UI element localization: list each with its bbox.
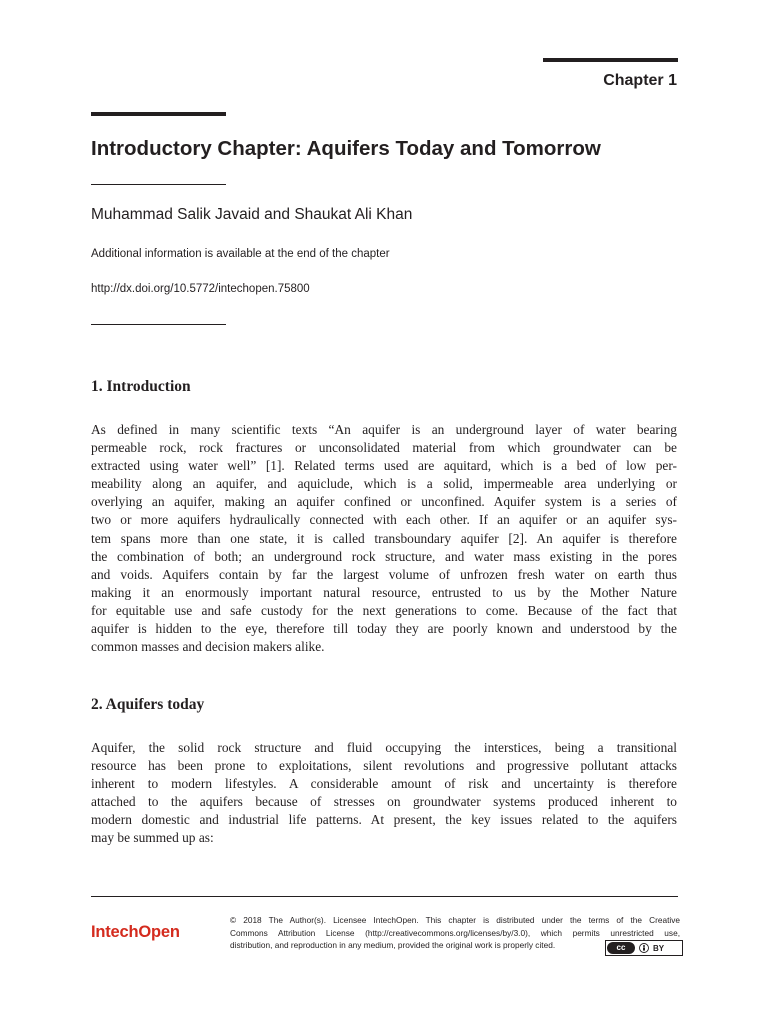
section-body-introduction [91, 421, 677, 656]
text-line: overlying an aquifer, making an aquifer confined or unconfined. Aquifer system is a series of [91, 494, 677, 510]
section-heading-introduction: 1. Introduction [91, 378, 191, 395]
license-line: Commons Attribution License (http://creativecommons.org/licenses/by/3.0), which permits unrestricted use, [230, 927, 680, 938]
title-rule [91, 112, 226, 116]
license-line: © 2018 The Author(s). Licensee IntechOpen. This chapter is distributed under the terms of the Creative [230, 915, 680, 925]
text-line: inherent to modern lifestyles. A considerable amount of risk and uncertainty is therefore [91, 776, 677, 792]
text-line: tem spans more than one state, it is called transboundary aquifer [2]. An aquifer is therefore [91, 530, 677, 546]
text-line: for equitable use and safe custody for the next generations to come. Because of the fact that [91, 602, 677, 618]
footer-rule [91, 896, 678, 897]
additional-info: Additional information is available at the end of the chapter [91, 248, 390, 260]
person-icon [637, 941, 651, 955]
section-body-aquifers-today [91, 739, 677, 848]
title-underline [91, 184, 226, 185]
text-line: may be summed up as: [91, 830, 214, 846]
header-end-rule [91, 324, 226, 325]
chapter-label: Chapter 1 [603, 72, 677, 89]
chapter-rule [543, 58, 678, 62]
text-line: As defined in many scientific texts “An aquifer is an underground layer of water bearing [91, 422, 677, 437]
text-line: common masses and decision makers alike. [91, 639, 325, 655]
text-line: attached to the aquifers because of stresses on groundwater systems produced inherent to [91, 794, 677, 810]
intechopen-logo: IntechOpen [91, 923, 180, 941]
text-line: resource has been prone to exploitations, silent revolutions and progressive pollutant attacks [91, 758, 677, 774]
text-line: modern domestic and industrial life patterns. At present, the key issues related to the aquifers [91, 812, 677, 828]
chapter-title: Introductory Chapter: Aquifers Today and Tomorrow [91, 137, 601, 160]
text-line: extracted using water well” [1]. Related terms used are aquitard, which is a bed of low per- [91, 458, 677, 474]
text-line: Aquifer, the solid rock structure and fluid occupying the interstices, being a transitional [91, 740, 677, 755]
by-label: BY [653, 943, 665, 953]
license-line: distribution, and reproduction in any medium, provided the original work is properly cited. [230, 940, 556, 951]
text-line: the combination of both; an underground rock structure, and water mass existing in the pores [91, 548, 677, 564]
text-line: aquifer is hidden to the eye, therefore till today they are poorly known and understood by the [91, 621, 677, 637]
text-line: making it an enormously important natural resource, entrusted to us by the Mother Nature [91, 584, 677, 600]
text-line: and voids. Aquifers contain by far the largest volume of unfrozen fresh water on earth thus [91, 566, 677, 582]
text-line: two or more aquifers hydraulically connected with each other. If an aquifer or an aquifer sys- [91, 512, 677, 528]
cc-label: cc [607, 942, 635, 954]
text-line: meability along an aquifer, and aquiclude, which is a solid, impermeable area underlying or [91, 476, 677, 492]
section-heading-aquifers-today: 2. Aquifers today [91, 696, 205, 713]
cc-by-badge[interactable] [605, 940, 683, 956]
doi-link[interactable]: http://dx.doi.org/10.5772/intechopen.75800 [91, 283, 310, 295]
text-line: permeable rock, rock fractures or unconsolidated material from which groundwater can be [91, 440, 677, 456]
authors: Muhammad Salik Javaid and Shaukat Ali Khan [91, 206, 413, 223]
